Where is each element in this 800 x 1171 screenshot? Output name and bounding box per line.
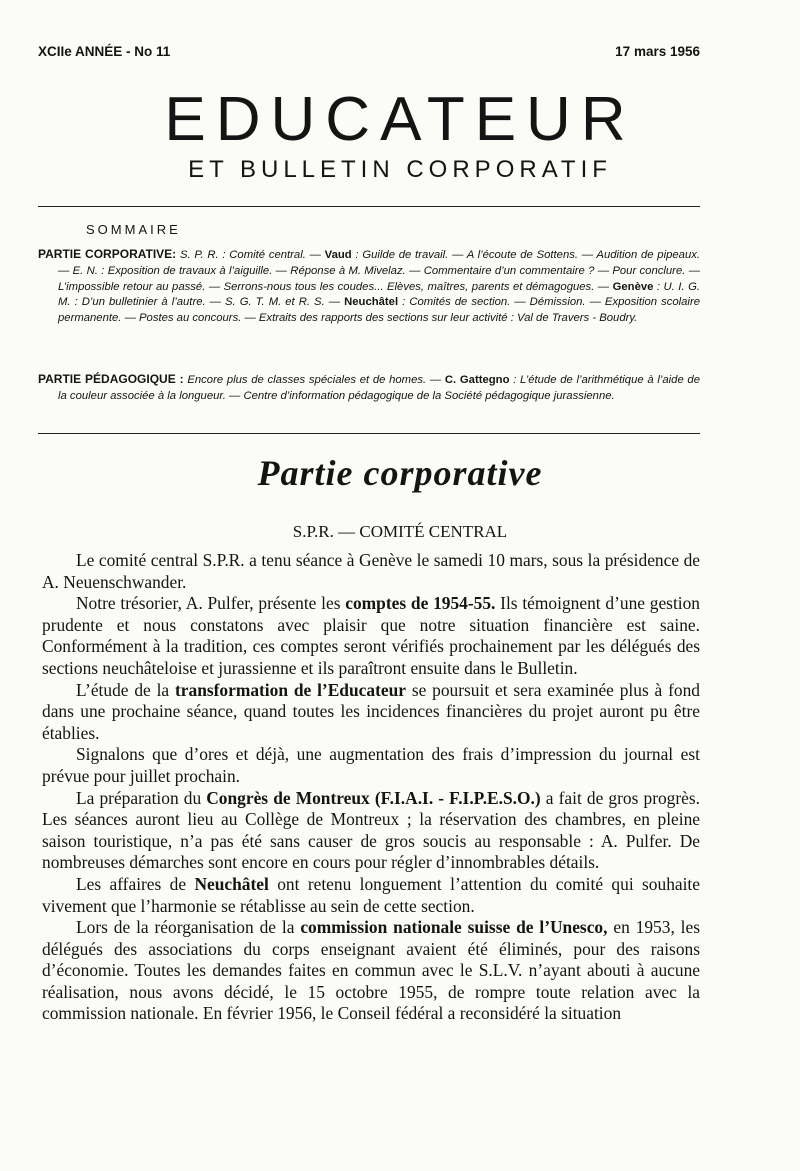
summary-pedagogique <box>38 372 700 405</box>
issue-date: 17 mars 1956 <box>615 44 700 59</box>
top-divider <box>38 206 700 207</box>
journal-title: EDUCATEUR <box>164 85 636 154</box>
issue-header <box>38 44 700 59</box>
summary-corporative-label: PARTIE CORPORATIVE: <box>38 247 177 261</box>
summary-bold: Vaud <box>324 249 352 261</box>
sommaire-heading: SOMMAIRE <box>86 222 181 237</box>
paragraph: Lors de la réorganisation de la commission nationale suisse de l’Unesco, en 1953, les délégués des associations du corps enseignant avaient été éliminés, pour des raisons d’économie. Toutes les demandes faites en commun avec le S.L.V. n’ayant abouti à aucune réalisation, nous avons décidé, le 15 octobre 1955, de rompre toute relation avec la commission nationale. En février 1956, le Conseil fédéral a reconsidéré la situation <box>42 917 701 1024</box>
bottom-divider <box>38 433 700 434</box>
summary-text: S. P. R. : Comité central. — <box>176 249 325 261</box>
issue-number: XCIIe ANNÉE - No 11 <box>38 44 171 59</box>
article-title: S.P.R. — COMITÉ CENTRAL <box>292 522 508 541</box>
paragraph: Notre trésorier, A. Pulfer, présente les comptes de 1954-55. Ils témoignent d’une gestion prudente et nous constatons avec plaisir que notre situation financière est saine. Conformément à la tradition, ces comptes seront vérifiés prochainement par les délégués des sections neuchâteloise et jurassienne et ils paraîtront ensuite dans le Bulletin. <box>42 593 700 678</box>
summary-bold: Neuchâtel <box>344 296 399 309</box>
summary-bold: C. Gattegno <box>444 374 510 386</box>
summary-pedagogique-label: PARTIE PÉDAGOGIQUE : <box>38 372 184 386</box>
article-body <box>42 550 700 1025</box>
paragraph: Le comité central S.P.R. a tenu séance à Genève le samedi 10 mars, sous la présidence de A. Neuenschwander. <box>42 550 700 592</box>
journal-subtitle: ET BULLETIN CORPORATIF <box>188 156 612 183</box>
summary-text: : Comités de section. — Démission. — Exposition scolaire permanente. — Postes au concours. — Extraits des rapports des sections sur leur activité : Val de Travers - Boudry. <box>58 296 700 325</box>
summary-text: : Guilde de travail. — A l’écoute de Sottens. — Audition de pipeaux. — E. N. : Exposition de travaux à l’aiguille. — Réponse à M. Mivelaz. — Commentaire d’un commentaire ? — Pour conclure. — L’impossible retour au passé. — Serrons-nous tous les coudes... Elèves, maîtres, parents et démagogues. — <box>58 249 701 293</box>
paragraph: Les affaires de Neuchâtel ont retenu longuement l’attention du comité qui souhaite vivement que l’harmonie se rétablisse au sein de cette section. <box>42 873 700 916</box>
summary-bold: Genève <box>612 280 654 293</box>
section-title: Partie corporative <box>257 453 543 493</box>
summary-text: Encore plus de classes spéciales et de homes. — <box>183 374 445 386</box>
summary-corporative <box>38 247 700 327</box>
paragraph: Signalons que d’ores et déjà, une augmentation des frais d’impression du journal est prévue pour juillet prochain. <box>42 744 700 786</box>
summary-text: : L’étude de l’arithmétique à l’aide de la couleur associée à la longueur. — Centre d’information pédagogique de la Société pédagogique jurassienne. <box>58 374 701 402</box>
paragraph: L’étude de la transformation de l’Educateur se poursuit et sera examinée plus à fond dans une prochaine séance, quand toutes les incidences financières du projet auront pu être établies. <box>42 679 701 743</box>
summary-text: : U. I. G. M. : D’un bulletinier à l’autre. — S. G. T. M. et R. S. — <box>58 280 700 309</box>
paragraph: La préparation du Congrès de Montreux (F.I.A.I. - F.I.P.E.S.O.) a fait de gros progrès. Les séances auront lieu au Collège de Montreux ; la réservation des chambres, en pleine saison touristique, n’a pas été sans causer de gros soucis au responsable : A. Pulfer. De nombreuses démarches sont encore en cours pour régler d’innombrables détails. <box>42 787 701 873</box>
masthead <box>38 85 762 184</box>
